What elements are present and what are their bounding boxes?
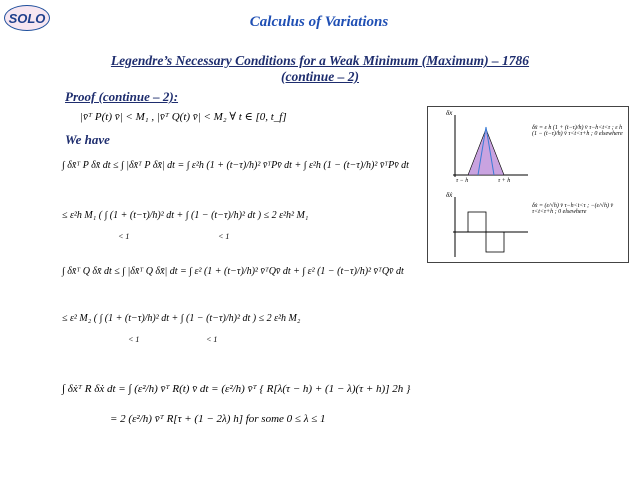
we-have-label: We have [65, 132, 110, 147]
underbrace-label-2: < 1 [218, 232, 230, 241]
equation-p-bound: ≤ ε²h M₁ ( ∫ (1 + (t−τ)/h)² dt + ∫ (1 − (t−τ)/h)² dt ) ≤ 2 ε²h² M₁ [62, 210, 309, 221]
equation-r-integral: ∫ δẋᵀ R δẋ dt = ∫ (ε²/h) v̄ᵀ R(t) v̄ dt = (ε²/h) v̄ᵀ { R[λ(τ − h) + (1 − λ)(τ + h)] 2h } [62, 383, 411, 395]
graph-bottom-definition: δẋ = (ε/√h) v̄ τ−h<t<τ ; −(ε/√h) v̄ τ<t<τ+h ; 0 elsewhere [532, 203, 614, 215]
subtitle-line-2: (continue – 2) [280, 69, 359, 84]
underbrace-label-3: < 1 [128, 335, 140, 344]
graph-top-tick-1: τ − h [456, 178, 469, 184]
proof-label: Proof (continue – 2): [65, 89, 179, 104]
equation-q-bound: ≤ ε² M₂ ( ∫ (1 + (t−τ)/h)² dt + ∫ (1 − (t−τ)/h)² dt ) ≤ 2 ε²h M₂ [62, 313, 301, 324]
graph-top-tick-2: τ + h [498, 178, 511, 184]
equation-p-integral: ∫ δx̄ᵀ P δx̄ dt ≤ ∫ |δx̄ᵀ P δx̄| dt = ∫ ε²h (1 + (t−τ)/h)² v̄ᵀPv̄ dt + ∫ ε²h (1 − (t−τ)/h)² v̄ᵀPv̄ dt [62, 160, 409, 171]
equation-r-result: = 2 (ε²/h) v̄ᵀ R[τ + (1 − 2λ) h] for some 0 ≤ λ ≤ 1 [110, 413, 326, 425]
bounds-equation: |v̄ᵀ P(t) v̄| < M₁ , |v̄ᵀ Q(t) v̄| < M₂ ∀ t ∈ [0, t_f] [80, 111, 287, 123]
underbrace-label-1: < 1 [118, 232, 130, 241]
page-subtitle [60, 53, 580, 85]
equation-q-integral: ∫ δx̄ᵀ Q δx̄ dt ≤ ∫ |δx̄ᵀ Q δx̄| dt = ∫ ε² (1 + (t−τ)/h)² v̄ᵀQv̄ dt + ∫ ε² (1 − (t−τ)/h)² v̄ᵀQv̄ dt [62, 266, 404, 277]
page-title: Calculus of Variations [249, 14, 389, 30]
subtitle-line-1: Legendre’s Necessary Conditions for a Weak Minimum (Maximum) – 1786 [110, 53, 530, 68]
graph-bottom-axis-label: δẋ [446, 191, 453, 199]
underbrace-label-4: < 1 [206, 335, 218, 344]
graph-top-definition: δx̄ = ε h (1 + (t−τ)/h) v̄ τ−h<t<τ ; ε h (1 − (t−τ)/h) v̄ τ<t<τ+h ; 0 elsewhere [532, 125, 623, 137]
variation-graph [427, 106, 629, 263]
solo-logo: SOLO [4, 5, 50, 31]
graph-top-axis-label: δx [446, 109, 453, 117]
